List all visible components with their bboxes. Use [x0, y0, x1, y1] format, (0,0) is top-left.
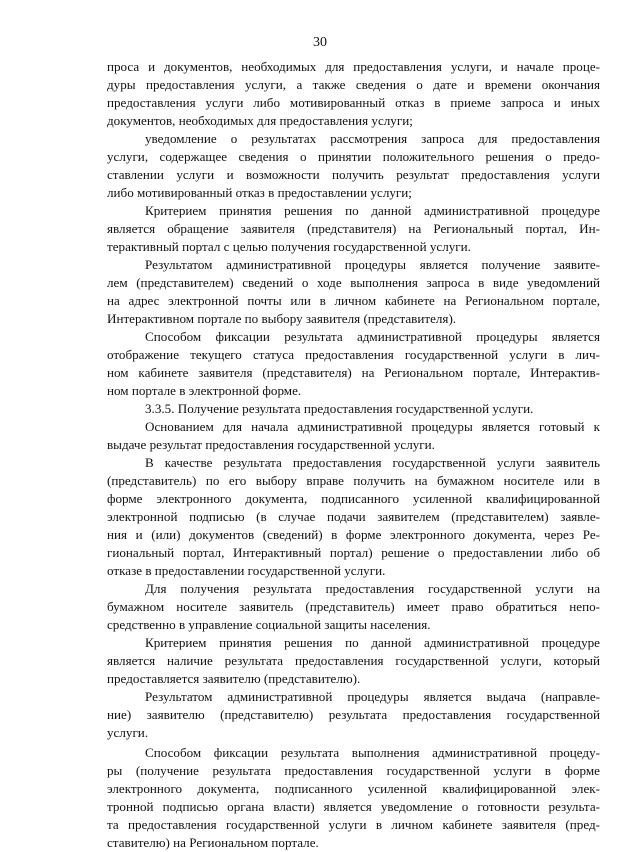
text-line: Интерактивном портале по выбору заявителя (представителя). — [107, 311, 457, 326]
text-line: ние) заявителю (представителю) результата предоставления государственной — [107, 707, 600, 722]
paragraph-7 — [107, 418, 600, 454]
section-heading-3-3-5 — [107, 400, 600, 418]
text-line: услуги. — [107, 725, 149, 740]
text-line: предоставления услуги либо мотивированный отказ в приеме запроса и иных — [107, 95, 600, 110]
text-line: В качестве результата предоставления государственной услуги заявитель — [145, 455, 600, 470]
text-line: является наличие результата предоставления государственной услуги, который — [107, 653, 600, 668]
text-line: тронной подписью органа власти) является уведомление о готовности результа- — [107, 799, 600, 814]
text-line: на адрес электронной почты или в личном кабинете на Региональном портале, — [107, 293, 600, 308]
text-line: бумажном носителе заявитель (представитель) имеет право обратиться непо- — [107, 599, 600, 614]
text-line: та предоставления государственной услуги в личном кабинете заявителя (пред- — [107, 817, 600, 832]
text-line: ния и (или) документов (сведений) в форме электронного документа, через Ре- — [107, 527, 600, 542]
text-line: отображение текущего статуса предоставления государственной услуги в лич- — [107, 347, 600, 362]
text-line: Результатом административной процедуры является получение заявите- — [145, 257, 600, 272]
text-line: электронной подписью (в случае подачи заявителем (представителем) заявле- — [107, 509, 600, 524]
paragraph-12 — [107, 744, 600, 852]
text-line: Основанием для начала административной процедуры является готовый к — [145, 419, 600, 434]
text-line: Способом фиксации результата выполнения административной процеду- — [145, 745, 600, 760]
text-line: ставителю) на Региональном портале. — [107, 835, 319, 850]
text-line: является обращение заявителя (представителя) на Региональный портал, Ин- — [107, 221, 600, 236]
text-line: Для получения результата предоставления государственной услуги на — [145, 581, 600, 596]
paragraph-3 — [107, 202, 600, 256]
text-line: Критерием принятия решения по данной административной процедуре — [145, 635, 600, 650]
text-line: 3.3.5. Получение результата предоставления государственной услуги. — [145, 401, 534, 416]
text-line: дуры предоставления услуги, а также сведения о дате и времени окончания — [107, 77, 600, 92]
text-line: гиональный портал, Интерактивный портал) решение о предоставлении либо об — [107, 545, 600, 560]
paragraph-1 — [107, 58, 600, 130]
text-line: ном портале в электронной форме. — [107, 383, 302, 398]
text-line: средственно в управление социальной защиты населения. — [107, 617, 431, 632]
text-line: выдаче результат предоставления государственной услуги. — [107, 437, 435, 452]
text-line: либо мотивированный отказ в предоставлении услуги; — [107, 185, 412, 200]
text-line: терактивный портал с целью получения государственной услуги. — [107, 239, 471, 254]
text-line: отказе в предоставлении государственной услуги. — [107, 563, 386, 578]
paragraph-5 — [107, 328, 600, 400]
text-line: проса и документов, необходимых для предоставления услуги, и начале проце- — [107, 59, 600, 74]
text-line: ном кабинете заявителя (представителя) на Региональном портале, Интерактив- — [107, 365, 600, 380]
paragraph-11 — [107, 688, 600, 742]
text-line: предоставляется заявителю (представителю). — [107, 671, 361, 686]
text-line: ры (получение результата предоставления государственной услуги в форме — [107, 763, 600, 778]
text-line: форме электронного документа, подписанного усиленной квалифицированной — [107, 491, 600, 506]
text-line: (представитель) по его выбору вправе получить на бумажном носителе или в — [107, 473, 600, 488]
text-line: услуги, содержащее сведения о принятии положительного решения о предо- — [107, 149, 600, 164]
text-line: ставлении услуги и возможности получить результат предоставления услуги — [107, 167, 600, 182]
paragraph-2 — [107, 130, 600, 202]
paragraph-4 — [107, 256, 600, 328]
page-number: 30 — [313, 35, 327, 50]
text-line: Способом фиксации результата административной процедуры является — [145, 329, 600, 344]
text-line: уведомление о результатах рассмотрения запроса для предоставления — [145, 131, 600, 146]
paragraph-8 — [107, 454, 600, 580]
text-line: лем (представителем) сведений о ходе выполнения запроса в виде уведомлений — [107, 275, 600, 290]
text-line: документов, необходимых для предоставления услуги; — [107, 113, 413, 128]
text-line: Критерием принятия решения по данной административной процедуре — [145, 203, 600, 218]
paragraph-9 — [107, 580, 600, 634]
paragraph-10 — [107, 634, 600, 688]
document-body — [107, 58, 600, 852]
text-line: электронного документа, подписанного усиленной квалифицированной элек- — [107, 781, 600, 796]
text-line: Результатом административной процедуры является выдача (направле- — [145, 689, 600, 704]
